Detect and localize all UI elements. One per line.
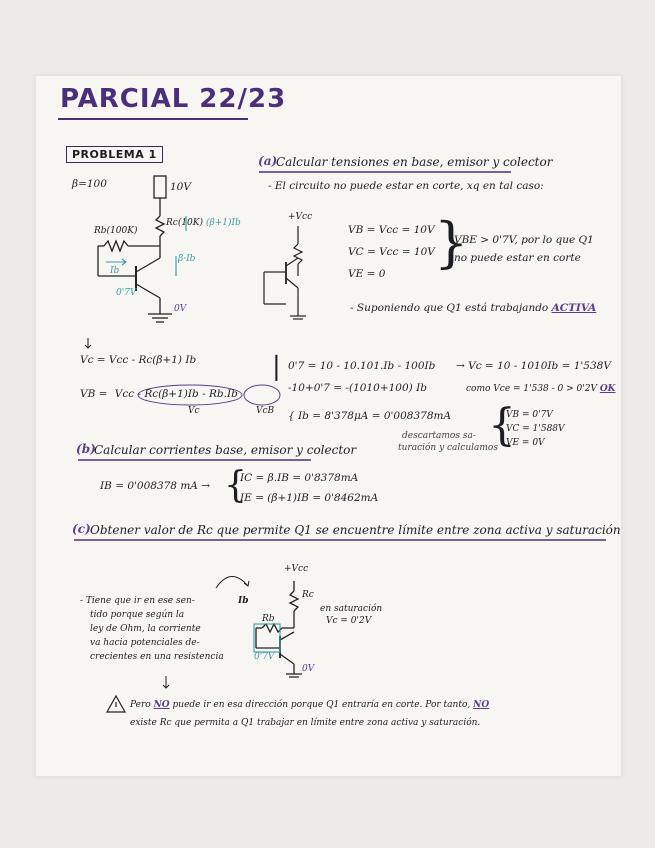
cutoff-line: - El circuito no puede estar en corte, xq en tal caso: — [268, 180, 544, 192]
calc-1: 0'7 = 10 - 10.101.Ib - 100Ib — [288, 360, 436, 372]
ib-label: Ib — [110, 266, 120, 276]
ib-result: { Ib = 8'378μA = 0'008378mA — [288, 410, 452, 422]
vc-formula: Vc = Vcc - Rc(β+1) Ib — [80, 354, 197, 366]
circle-vcb — [244, 385, 280, 405]
c-text-3: ley de Ohm, la corriente — [90, 624, 201, 634]
section-c-title: Obtener valor de Rc que permite Q1 se encuentre límite entre zona activa y saturación — [90, 523, 621, 537]
c-text-5: crecientes en una resistencia — [90, 652, 224, 662]
section-c-marker: (c) — [72, 522, 91, 536]
vb-formula — [80, 388, 238, 400]
vb-minus: - — [202, 388, 206, 400]
vbe-label: 0'7V — [116, 288, 137, 298]
assume-line — [350, 302, 596, 314]
calc-2-text: como Vce = 1'538 - 0 > 0'2V — [466, 384, 597, 394]
res-vb: VB = 0'7V — [506, 410, 553, 420]
warn-no-2: NO — [473, 700, 490, 710]
c-gnd: 0V — [302, 664, 315, 674]
brace-b: { — [224, 465, 247, 506]
b-ie: IE = (β+1)IB = 0'8462mA — [240, 492, 379, 504]
section-b-marker: (b) — [76, 442, 96, 456]
page-title: PARCIAL 22/23 — [60, 84, 287, 114]
assume-text: - Suponiendo que Q1 está trabajando — [350, 302, 549, 314]
b-ic: IC = β.IB = 0'8378mA — [240, 472, 359, 484]
warning-line-1 — [130, 700, 489, 710]
beta-ib-label: β·Ib — [178, 254, 196, 264]
note-2: turación y calculamos — [398, 443, 498, 453]
section-b-title: Calcular corrientes base, emisor y colector — [94, 443, 357, 457]
vcc-small: +Vcc — [288, 212, 313, 222]
c-ib: Ib — [238, 596, 249, 606]
vb-term-2: Rb.Ib — [209, 388, 238, 400]
warning-line-2: existe Rc que permita a Q1 trabajar en límite entre zona activa y saturación. — [130, 718, 481, 728]
vb-term-1: Vcc - Rc(β+1)Ib — [114, 388, 199, 400]
section-c-letter: c — [77, 522, 85, 536]
vb-prefix: VB = — [80, 388, 108, 400]
notebook-page — [36, 76, 621, 776]
rb-label: Rb(100K) — [94, 226, 138, 236]
calc-2: -10+0'7 = -(1010+100) Ib — [288, 382, 427, 394]
note-1: descartamos sa- — [402, 431, 476, 441]
ic-label: (β+1)Ib — [206, 218, 241, 228]
eq-ve: VE = 0 — [348, 268, 386, 280]
vcc-label: 10V — [170, 181, 191, 193]
bar-1: | — [272, 352, 281, 382]
section-a-title: Calcular tensiones en base, emisor y colector — [276, 155, 553, 169]
c-text-1: - Tiene que ir en ese sen- — [80, 596, 195, 606]
c-vcc: +Vcc — [284, 564, 309, 574]
problem-label: PROBLEMA 1 — [66, 146, 163, 163]
brace-results: { — [488, 400, 516, 451]
calc-2-result — [466, 384, 616, 394]
under-vcb: VcB — [256, 406, 275, 416]
beta-label: β=100 — [72, 178, 107, 190]
brace-a: } — [434, 211, 469, 274]
section-a-marker: (a) — [258, 154, 278, 168]
eq-vc: VC = Vcc = 10V — [348, 246, 435, 258]
rc-label: Rc(10K) — [166, 218, 204, 228]
c-text-2: tido porque según la — [90, 610, 185, 620]
under-vc: Vc — [188, 406, 200, 416]
ib-result-text: Ib = 8'378μA = 0'008378mA — [298, 410, 452, 422]
b-ib: IB = 0'008378 mA → — [100, 480, 210, 492]
warn-post: puede ir en esa dirección porque Q1 entraría en corte. Por tanto, — [172, 700, 471, 710]
res-ve: VE = 0V — [506, 438, 545, 448]
warn-pre: Pero — [130, 700, 151, 710]
assume-zone: ACTIVA — [551, 302, 597, 314]
eq-vb: VB = Vcc = 10V — [348, 224, 435, 236]
section-a-letter: a — [263, 154, 272, 168]
c-vbe: 0'7V — [254, 652, 275, 662]
supply-symbol — [154, 176, 166, 198]
section-b-letter: b — [81, 442, 91, 456]
conclusion-2: no puede estar en corte — [454, 252, 581, 264]
conclusion-1: VBE > 0'7V, por lo que Q1 — [454, 234, 594, 246]
c-rc: Rc — [302, 590, 314, 600]
gnd-label: 0V — [174, 304, 187, 314]
c-sat-2: Vc = 0'2V — [326, 616, 372, 626]
c-text-4: va hacia potenciales de- — [90, 638, 200, 648]
calc-1-result: → Vc = 10 - 1010Ib = 1'538V — [456, 360, 611, 372]
res-vc: VC = 1'588V — [506, 424, 565, 434]
warn-no-1: NO — [153, 700, 170, 710]
c-sat-1: en saturación — [320, 604, 383, 614]
c-rb: Rb — [262, 614, 275, 624]
ok-mark: OK — [599, 384, 616, 394]
